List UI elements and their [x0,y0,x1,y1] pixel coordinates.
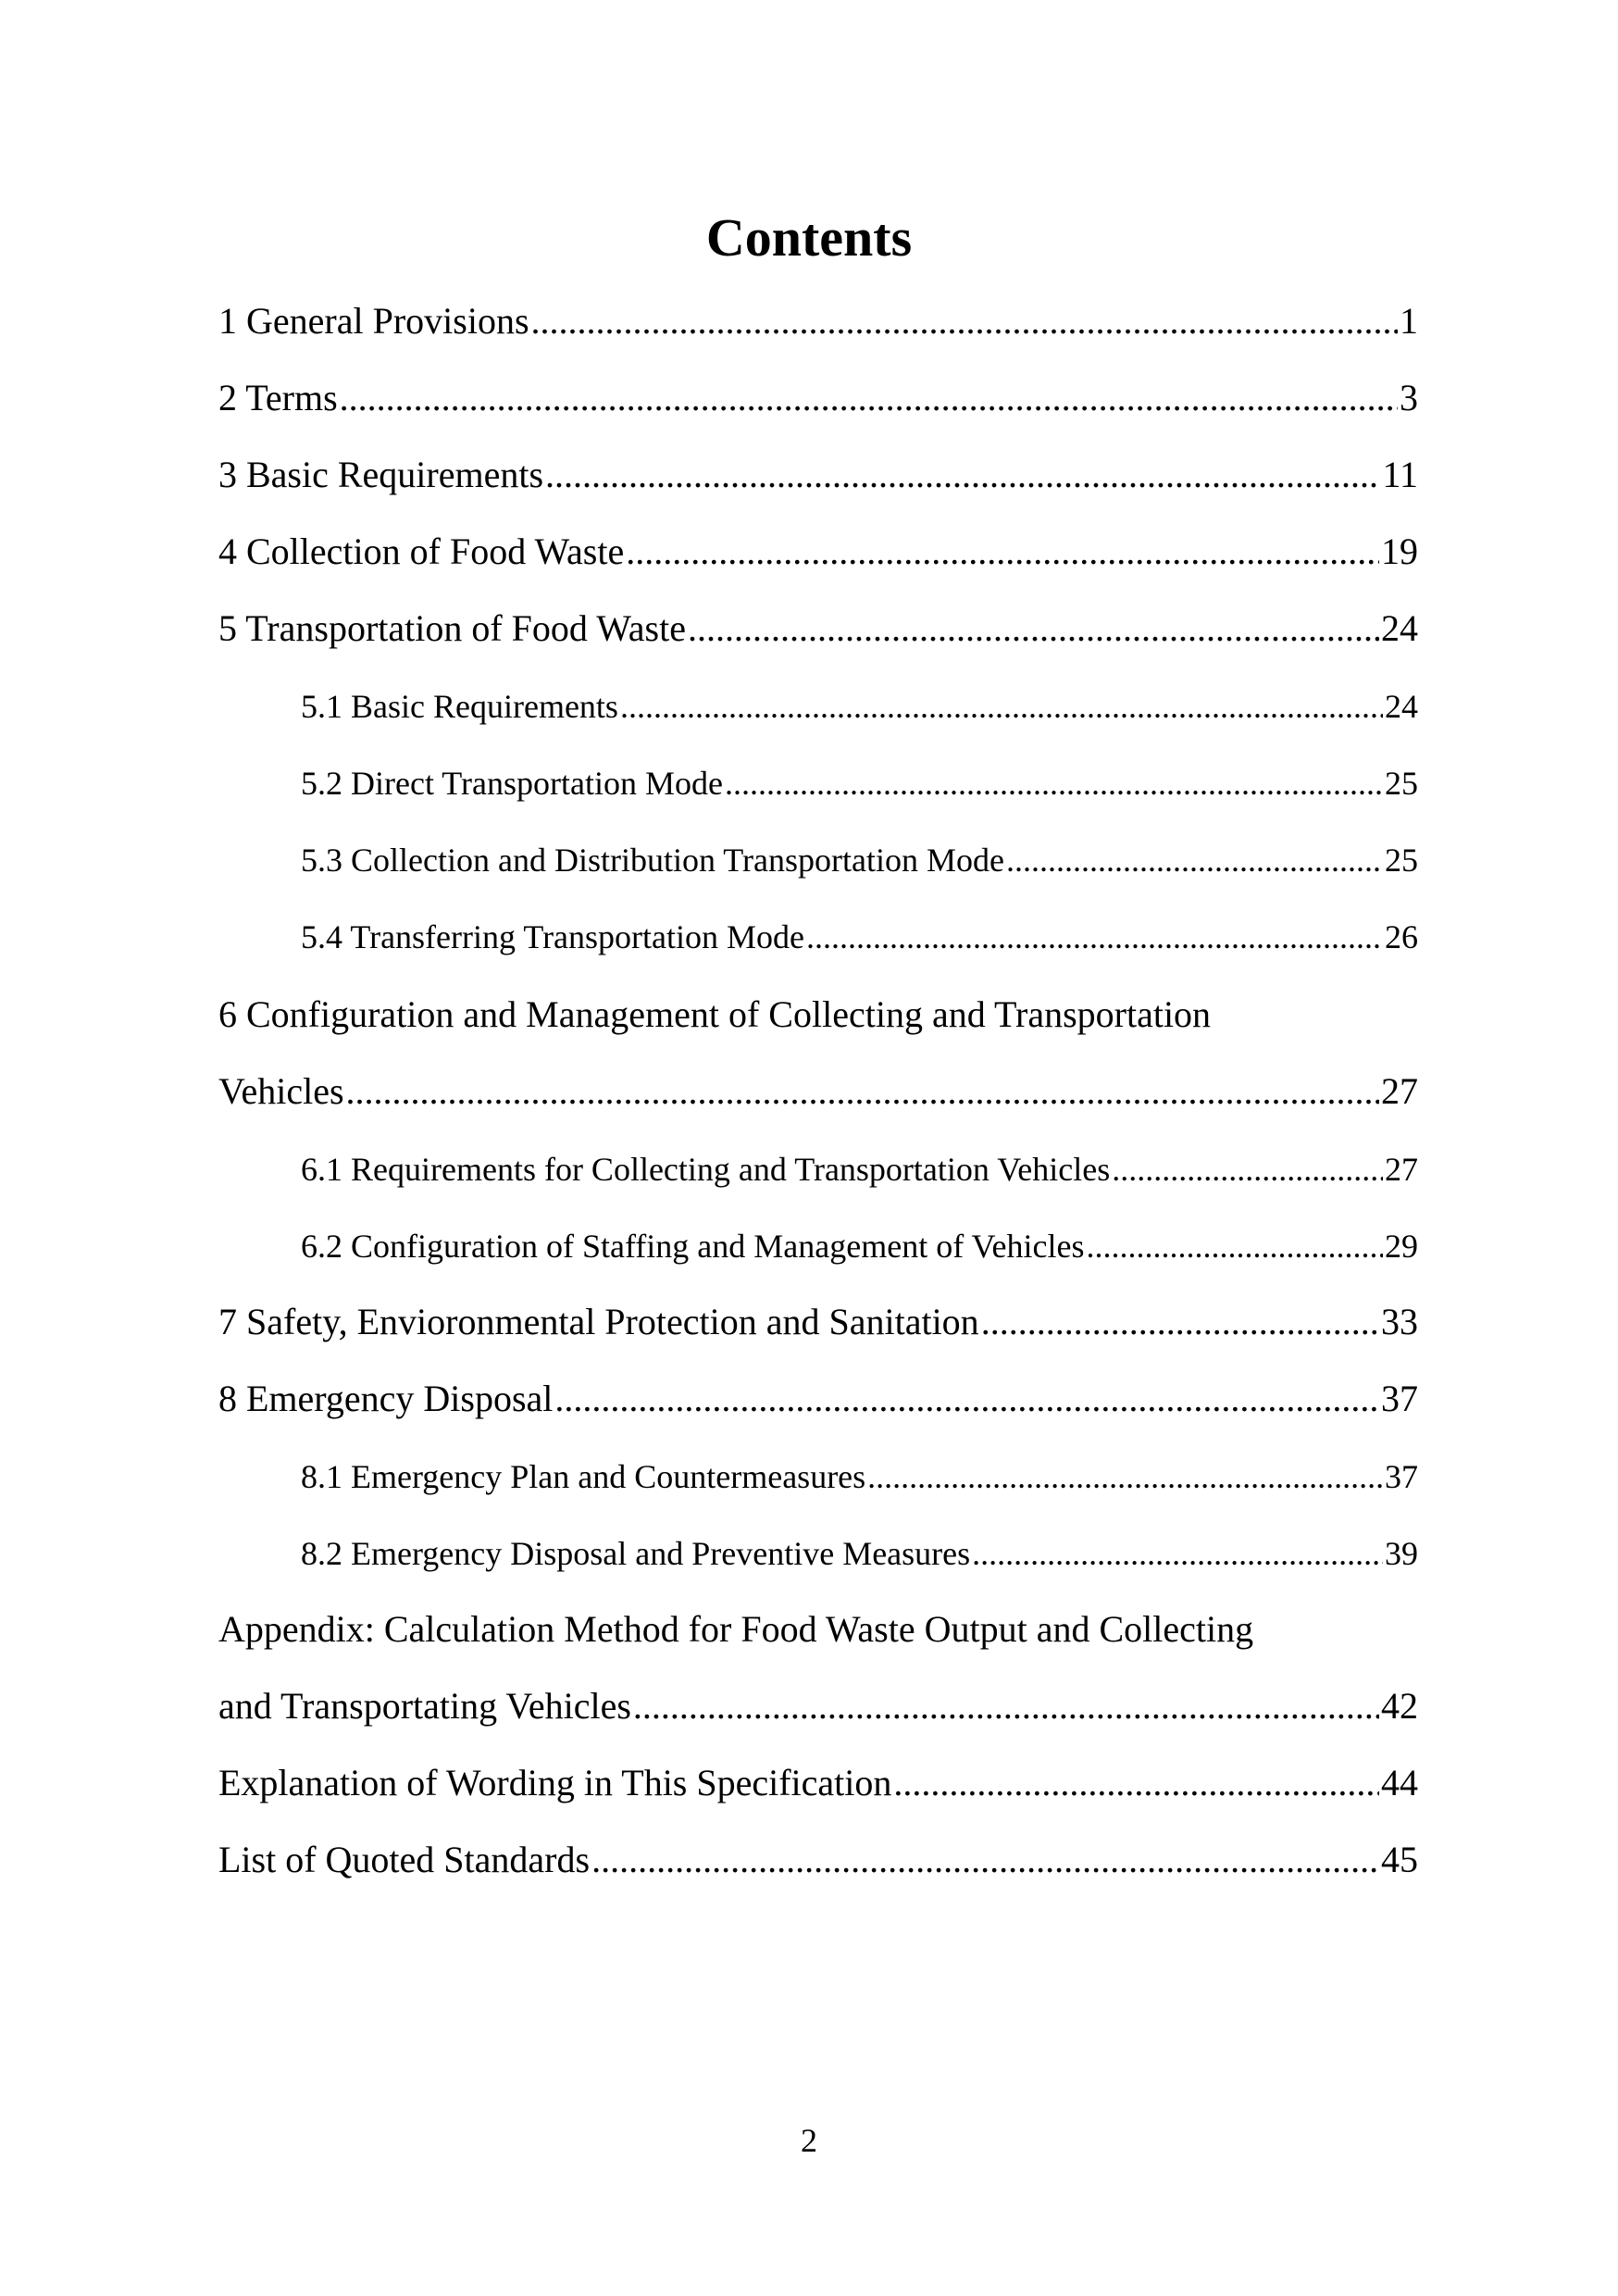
toc-entry-page: 26 [1385,918,1418,955]
toc-leader-dots [346,1068,1379,1115]
toc-entry-5-4-transferring-transportation-mode[interactable] [301,916,1418,958]
toc-leader-dots [688,605,1379,652]
toc-leader-dots [554,1376,1379,1422]
toc-entry-text: 6.1 Requirements for Collecting and Transportation Vehicles [301,1151,1111,1188]
toc-entry-page: 24 [1381,607,1418,649]
toc-entry-text: Vehicles [218,1070,344,1112]
toc-entry-text: List of Quoted Standards [218,1839,591,1880]
toc-leader-dots [1006,839,1383,881]
toc-entry-configuration-and-management-line1[interactable] [218,992,1418,1038]
toc-entry-text: 8 Emergency Disposal [218,1378,554,1419]
toc-entry-6-1-requirements-for-vehicles[interactable] [301,1148,1418,1191]
toc-entry-page: 39 [1385,1535,1418,1572]
toc-entry-safety-environmental-protection[interactable] [218,1299,1418,1345]
toc-entry-8-1-emergency-plan[interactable] [301,1455,1418,1498]
toc-leader-dots [981,1299,1379,1345]
toc-entry-5-2-direct-transportation-mode[interactable] [301,762,1418,805]
toc-entry-text: 8.1 Emergency Plan and Countermeasures [301,1458,866,1495]
toc-leader-dots [531,298,1398,344]
toc-entry-page: 44 [1381,1762,1418,1803]
toc-entry-text: 1 General Provisions [218,300,529,342]
toc-entry-text: Explanation of Wording in This Specification [218,1762,892,1803]
toc-entry-page: 11 [1382,454,1418,495]
toc-entry-5-3-collection-and-distribution[interactable] [301,839,1418,881]
toc-leader-dots [545,452,1380,498]
toc-entry-5-1-basic-requirements[interactable] [301,685,1418,728]
toc-entry-page: 3 [1400,377,1418,418]
toc-leader-dots [620,685,1383,728]
toc-entry-transportation-of-food-waste[interactable] [218,605,1418,652]
toc-entry-6-2-configuration-of-staffing[interactable] [301,1225,1418,1267]
toc-entry-text: 5 Transportation of Food Waste [218,607,686,649]
toc-entry-explanation-of-wording[interactable] [218,1760,1418,1806]
toc-entry-page: 29 [1385,1228,1418,1265]
toc-entry-list-of-quoted-standards[interactable] [218,1837,1418,1883]
toc-leader-dots [972,1532,1383,1575]
toc-leader-dots [893,1760,1379,1806]
toc-entry-basic-requirements[interactable] [218,452,1418,498]
toc-entry-page: 19 [1381,530,1418,572]
toc-entry-appendix-line1[interactable] [218,1606,1418,1653]
toc-entry-text: 5.1 Basic Requirements [301,688,618,725]
toc-entry-page: 45 [1381,1839,1418,1880]
toc-entry-page: 1 [1400,300,1418,342]
toc-entry-text: Appendix: Calculation Method for Food Waste Output and Collecting [218,1608,1254,1650]
toc-entry-text: 6.2 Configuration of Staffing and Management of Vehicles [301,1228,1085,1265]
toc-entry-page: 27 [1385,1151,1418,1188]
toc-entry-text: 5.3 Collection and Distribution Transportation Mode [301,842,1004,879]
page-number: 2 [801,2122,817,2159]
toc-entry-configuration-and-management-line2[interactable] [218,1068,1418,1115]
toc-leader-dots [340,375,1398,421]
toc-entry-text: 4 Collection of Food Waste [218,530,625,572]
toc-leader-dots [1087,1225,1384,1267]
toc-entry-text: 6 Configuration and Management of Collecting and Transportation [218,993,1212,1035]
toc-entry-page: 27 [1381,1070,1418,1112]
toc-leader-dots [806,916,1383,958]
toc-entry-text: 5.4 Transferring Transportation Mode [301,918,805,955]
toc-entry-text: 2 Terms [218,377,338,418]
toc-entry-text: and Transportating Vehicles [218,1685,631,1727]
toc-leader-dots [626,529,1379,575]
toc-entry-text: 7 Safety, Envioronmental Protection and Sanitation [218,1301,979,1342]
toc-entry-text: 3 Basic Requirements [218,454,544,495]
toc-leader-dots [867,1455,1383,1498]
toc-entry-page: 37 [1385,1458,1418,1495]
toc-entry-page: 42 [1381,1685,1418,1727]
toc-entry-appendix-line2[interactable] [218,1683,1418,1729]
toc-entry-page: 25 [1385,842,1418,879]
toc-leader-dots [725,762,1383,805]
toc-entry-terms[interactable] [218,375,1418,421]
toc-entry-text: 8.2 Emergency Disposal and Preventive Measures [301,1535,971,1572]
toc-entry-page: 33 [1381,1301,1418,1342]
toc-entry-text: 5.2 Direct Transportation Mode [301,765,723,802]
toc-entry-8-2-emergency-disposal-measures[interactable] [301,1532,1418,1575]
page-title: Contents [705,207,913,268]
toc-entry-page: 37 [1381,1378,1418,1419]
toc-entry-page: 25 [1385,765,1418,802]
toc-leader-dots [633,1683,1379,1729]
toc-entry-collection-of-food-waste[interactable] [218,529,1418,575]
toc-entry-emergency-disposal[interactable] [218,1376,1418,1422]
toc-leader-dots [591,1837,1379,1883]
toc-entry-page: 24 [1385,688,1418,725]
toc-leader-dots [1112,1148,1383,1191]
toc-entry-general-provisions[interactable] [218,298,1418,344]
